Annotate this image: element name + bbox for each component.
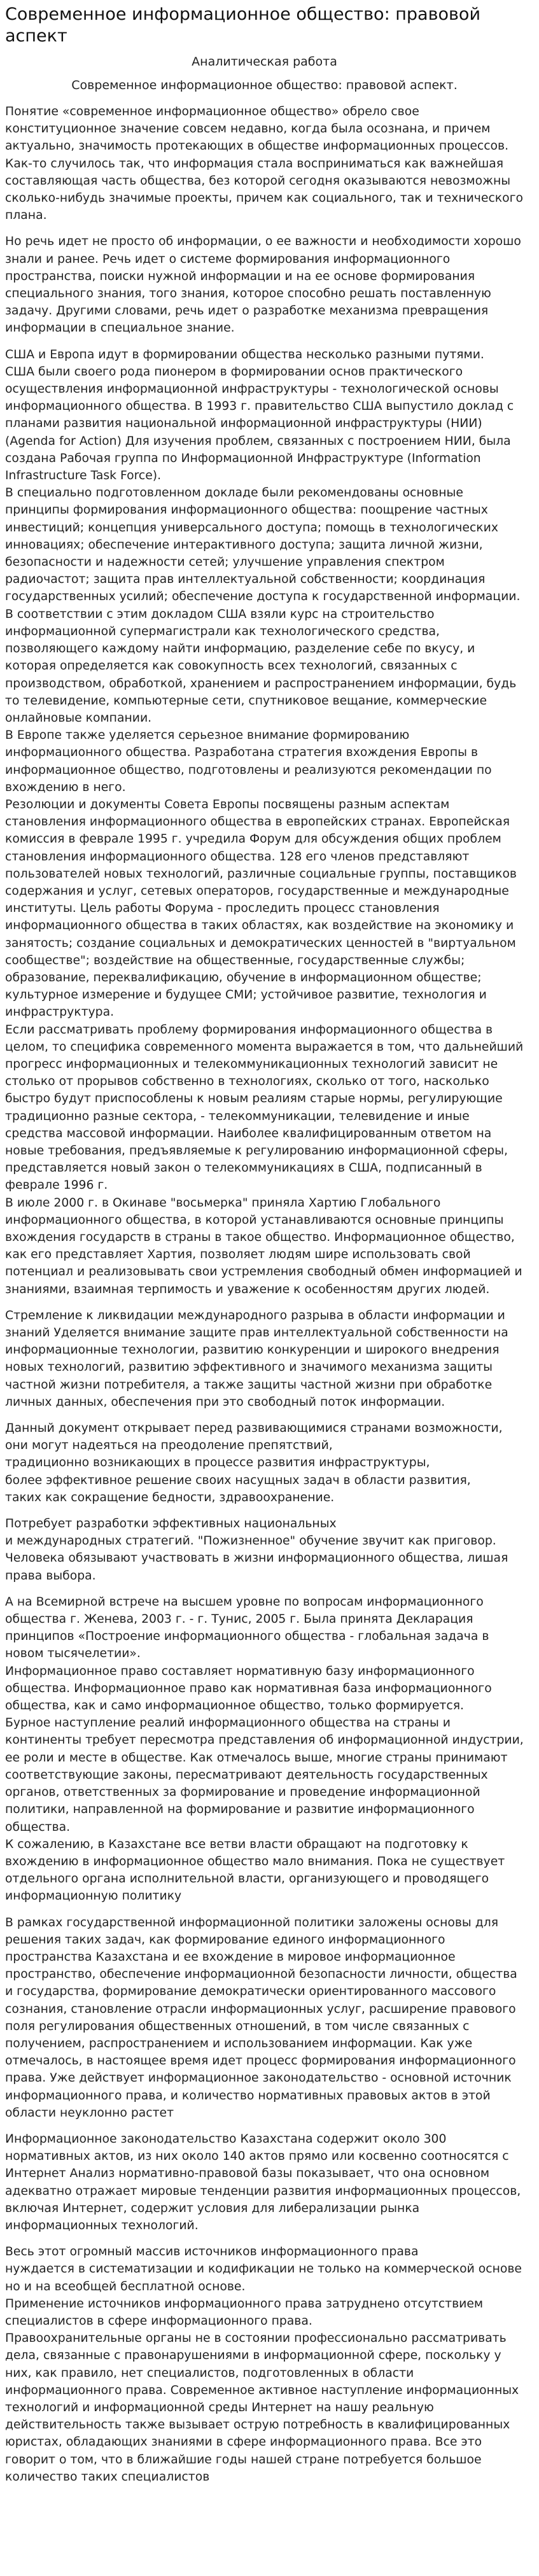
paragraph: Но речь идет не просто об информации, о ее важности и необходимости хорошо знали и ранее. Речь идет о системе формирования информационного пространства, поиски нужной информации и на ее основе формирования специального знания, того знания, которое способно решать поставленную задачу. Другими словами, речь идет о разработке механизма превращения информации в специальное знание. [5, 235, 521, 335]
paragraph: Данный документ открывает перед развивающимися странами возможности, они могут надеяться на преодоление препятствий, традиционно возникающих в процессе развития инфраструктуры, более эффективное решение своих насущных задач в области развития, таких как сокращение бедности, здравоохранение. [5, 1422, 503, 1504]
paragraph: Весь этот огромный массив источников информационного права нуждается в систематизации и кодификации не только на коммерческой основе но и на всеобщей бесплатной основе. Применение источников информационного права затруднено отсутствием специалистов в сфере информационного права. Правоохранительные органы не в состоянии профессионально рассматривать дела, связанные с правонарушениями в информационной сфере, поскольку у них, как правило, нет специалистов, подготовленных в области информационного права. Современное активное наступление информационных технологий и информационной среды Интернет на нашу реальную действительность также вызывает острую потребность в квалифицированных юристах, обладающих знаниями в сфере информационного права. Все это говорит о том, что в ближайшие годы нашей стране потребуется большое количество таких специалистов [5, 2245, 522, 2484]
document-subtitle: Аналитическая работа [192, 55, 337, 69]
paragraph: В рамках государственной информационной политики заложены основы для решения таких задач, как формирование единого информационного пространства Казахстана и ее вхождение в мировое информационное пространство, обеспечение информационной безопасности личности, общества и государства, формирование демократически ориентированного массового сознания, становление отрасли информационных услуг, расширение правового поля регулирования общественных отношений, в том числе связанных с получением, распространением и использованием информации. Как уже отмечалось, в настоящее время идет процесс формирования информационного права. Уже действует информационное законодательство - основной источник информационного права, и количество нормативных правовых актов в этой области неуклонно растет [5, 1915, 517, 2120]
document-title: Современное информационное общество: правовой аспект [5, 4, 480, 46]
paragraph: А на Всемирной встрече на высшем уровне по вопросам информационного общества г. Женева, 2003 г. - г. Тунис, 2005 г. Была принята Декларация принципов «Построение информационного общества - глобальная задача в новом тысячелетии». Информационное право составляет нормативную базу информационного общества. Информационное право как нормативная база информационного общества, как и само информационное общество, только формируется. Бурное наступление реалий информационного общества на страны и континенты требует пересмотра представления об информационной индустрии, ее роли и месте в обществе. Как отмечалось выше, многие страны принимают соответствующие законы, пересматривают деятельность государственных органов, ответственных за формирование и проведение информационной политики, направленной на формирование и развитие информационного общества. К сожалению, в Казахстане все ветви власти обращают на подготовку к вхождению в информационное общество мало внимания. Пока не существует отдельного органа исполнительной власти, организующего и проводящего информационную политику [5, 1595, 524, 1903]
paragraph: Стремление к ликвидации международного разрыва в области информации и знаний Уделяется внимание защите прав интеллектуальной собственности на информационные технологии, развитию конкуренции и широкого внедрения новых технологий, развитию эффективного и значимого механизма защиты частной жизни потребителя, а также защиты частной жизни при обработке личных данных, обеспечения при это свободный поток информации. [5, 1308, 508, 1409]
document-heading: Современное информационное общество: правовой аспект. [71, 78, 458, 92]
paragraph: США и Европа идут в формировании общества несколько разными путями. США были своего рода пионером в формировании основ практического осуществления информационной инфраструктуры - технологической основы информационного общества. В 1993 г. правительство США выпустило доклад с планами развития национальной информационной инфраструктуры (НИИ) (Agenda for Action) Для изучения проблем, связанных с построением НИИ, была создана Рабочая группа по Информационной Инфраструктуре (Information Infrastructure Task Force). В специально подготовленном докладе были рекомендованы основные принципы формирования информационного общества: поощрение частных инвестиций; концепция универсального доступа; помощь в технологических инновациях; обеспечение интерактивного доступа; защита личной жизни, безопасности и надежности сетей; улучшение управления спектром радиочастот; защита прав интеллектуальной собственности; координация государственных усилий; обеспечение доступа к государственной информации. В соответствии с этим докладом США взяли курс на строительство информационной супермагистрали как технологического средства, позволяющего каждому найти информацию, разделение себе по вкусу, и которая определяется как совокупность всех технологий, связанных с производством, обработкой, хранением и распространением информации, будь то телевидение, компьютерные сети, спутниковое вещание, коммерческие онлайновые компании. В Европе также уделяется серьезное внимание формированию информационного общества. Разработана стратегия вхождения Европы в информационное общество, подготовлены и реализуются рекомендации по вхождению в него. Резолюции и документы Совета Европы посвящены разным аспектам становления информационного общества в европейских странах. Европейская комиссия в феврале 1995 г. учредила Форум для обсуждения общих проблем становления информационного общества. 128 его членов представляют пользователей новых технологий, различные социальные группы, поставщиков содержания и услуг, сетевых операторов, государственные и международные институты. Цель работы Форума - проследить процесс становления информационного общества в таких областях, как воздействие на экономику и занятость; создание социальных и демократических ценностей в "виртуальном сообществе"; воздействие на общественные, государственные службы; образование, переквалификацию, обучение в информационном обществе; культурное измерение и будущее СМИ; устойчивое развитие, технология и инфраструктура. Если рассматривать проблему формирования информационного общества в целом, то специфика современного момента выражается в том, что дальнейший прогресс информационных и телекоммуникационных технологий зависит не столько от прорывов собственно в технологиях, сколько от того, насколько быстро будут приспособлены к новым реалиям старые нормы, регулирующие традиционно разные сектора, - телекоммуникации, телевидение и иные средства массовой информации. Наиболее квалифицированным ответом на новые требования, предъявляемые к регулированию информационной сферы, представляется новый закон о телекоммуникациях в США, подписанный в феврале 1996 г. В июле 2000 г. в Окинаве "восьмерка" приняла Хартию Глобального информационного общества, в которой устанавливаются основные принципы вхождения государств в страны в такое общество. Информационное общество, как его представляет Хартия, позволяет людям шире использовать свой потенциал и реализовывать свои устремления свободный обмен информацией и знаниями, взаимная терпимость и уважение к особенностям других людей. [5, 347, 524, 1296]
paragraph: Потребует разработки эффективных национальных и международных стратегий. "Пожизненное" обучение звучит как приговор. Человека обязывают участвовать в жизни информационного общества, лишая права выбора. [5, 1517, 508, 1583]
paragraph: Информационное законодательство Казахстана содержит около 300 нормативных актов, из них около 140 актов прямо или косвенно соотносятся с Интернет Анализ нормативно-правовой базы показывает, что она основном адекватно отражает мировые тенденции развития информационных процессов, включая Интернет, содержит условия для либерализации рынка информационных технологий. [5, 2132, 521, 2232]
paragraph: Понятие «современное информационное общество» обрело свое конституционное значение совсем недавно, когда была осознана, и причем актуально, значимость протекающих в обществе информационных процессов. Как-то случилось так, что информация стала восприниматься как важнейшая составляющая часть общества, без которой сегодня оказываются невозможны сколько-нибудь значимые проекты, причем как социального, так и технического плана. [5, 105, 523, 223]
